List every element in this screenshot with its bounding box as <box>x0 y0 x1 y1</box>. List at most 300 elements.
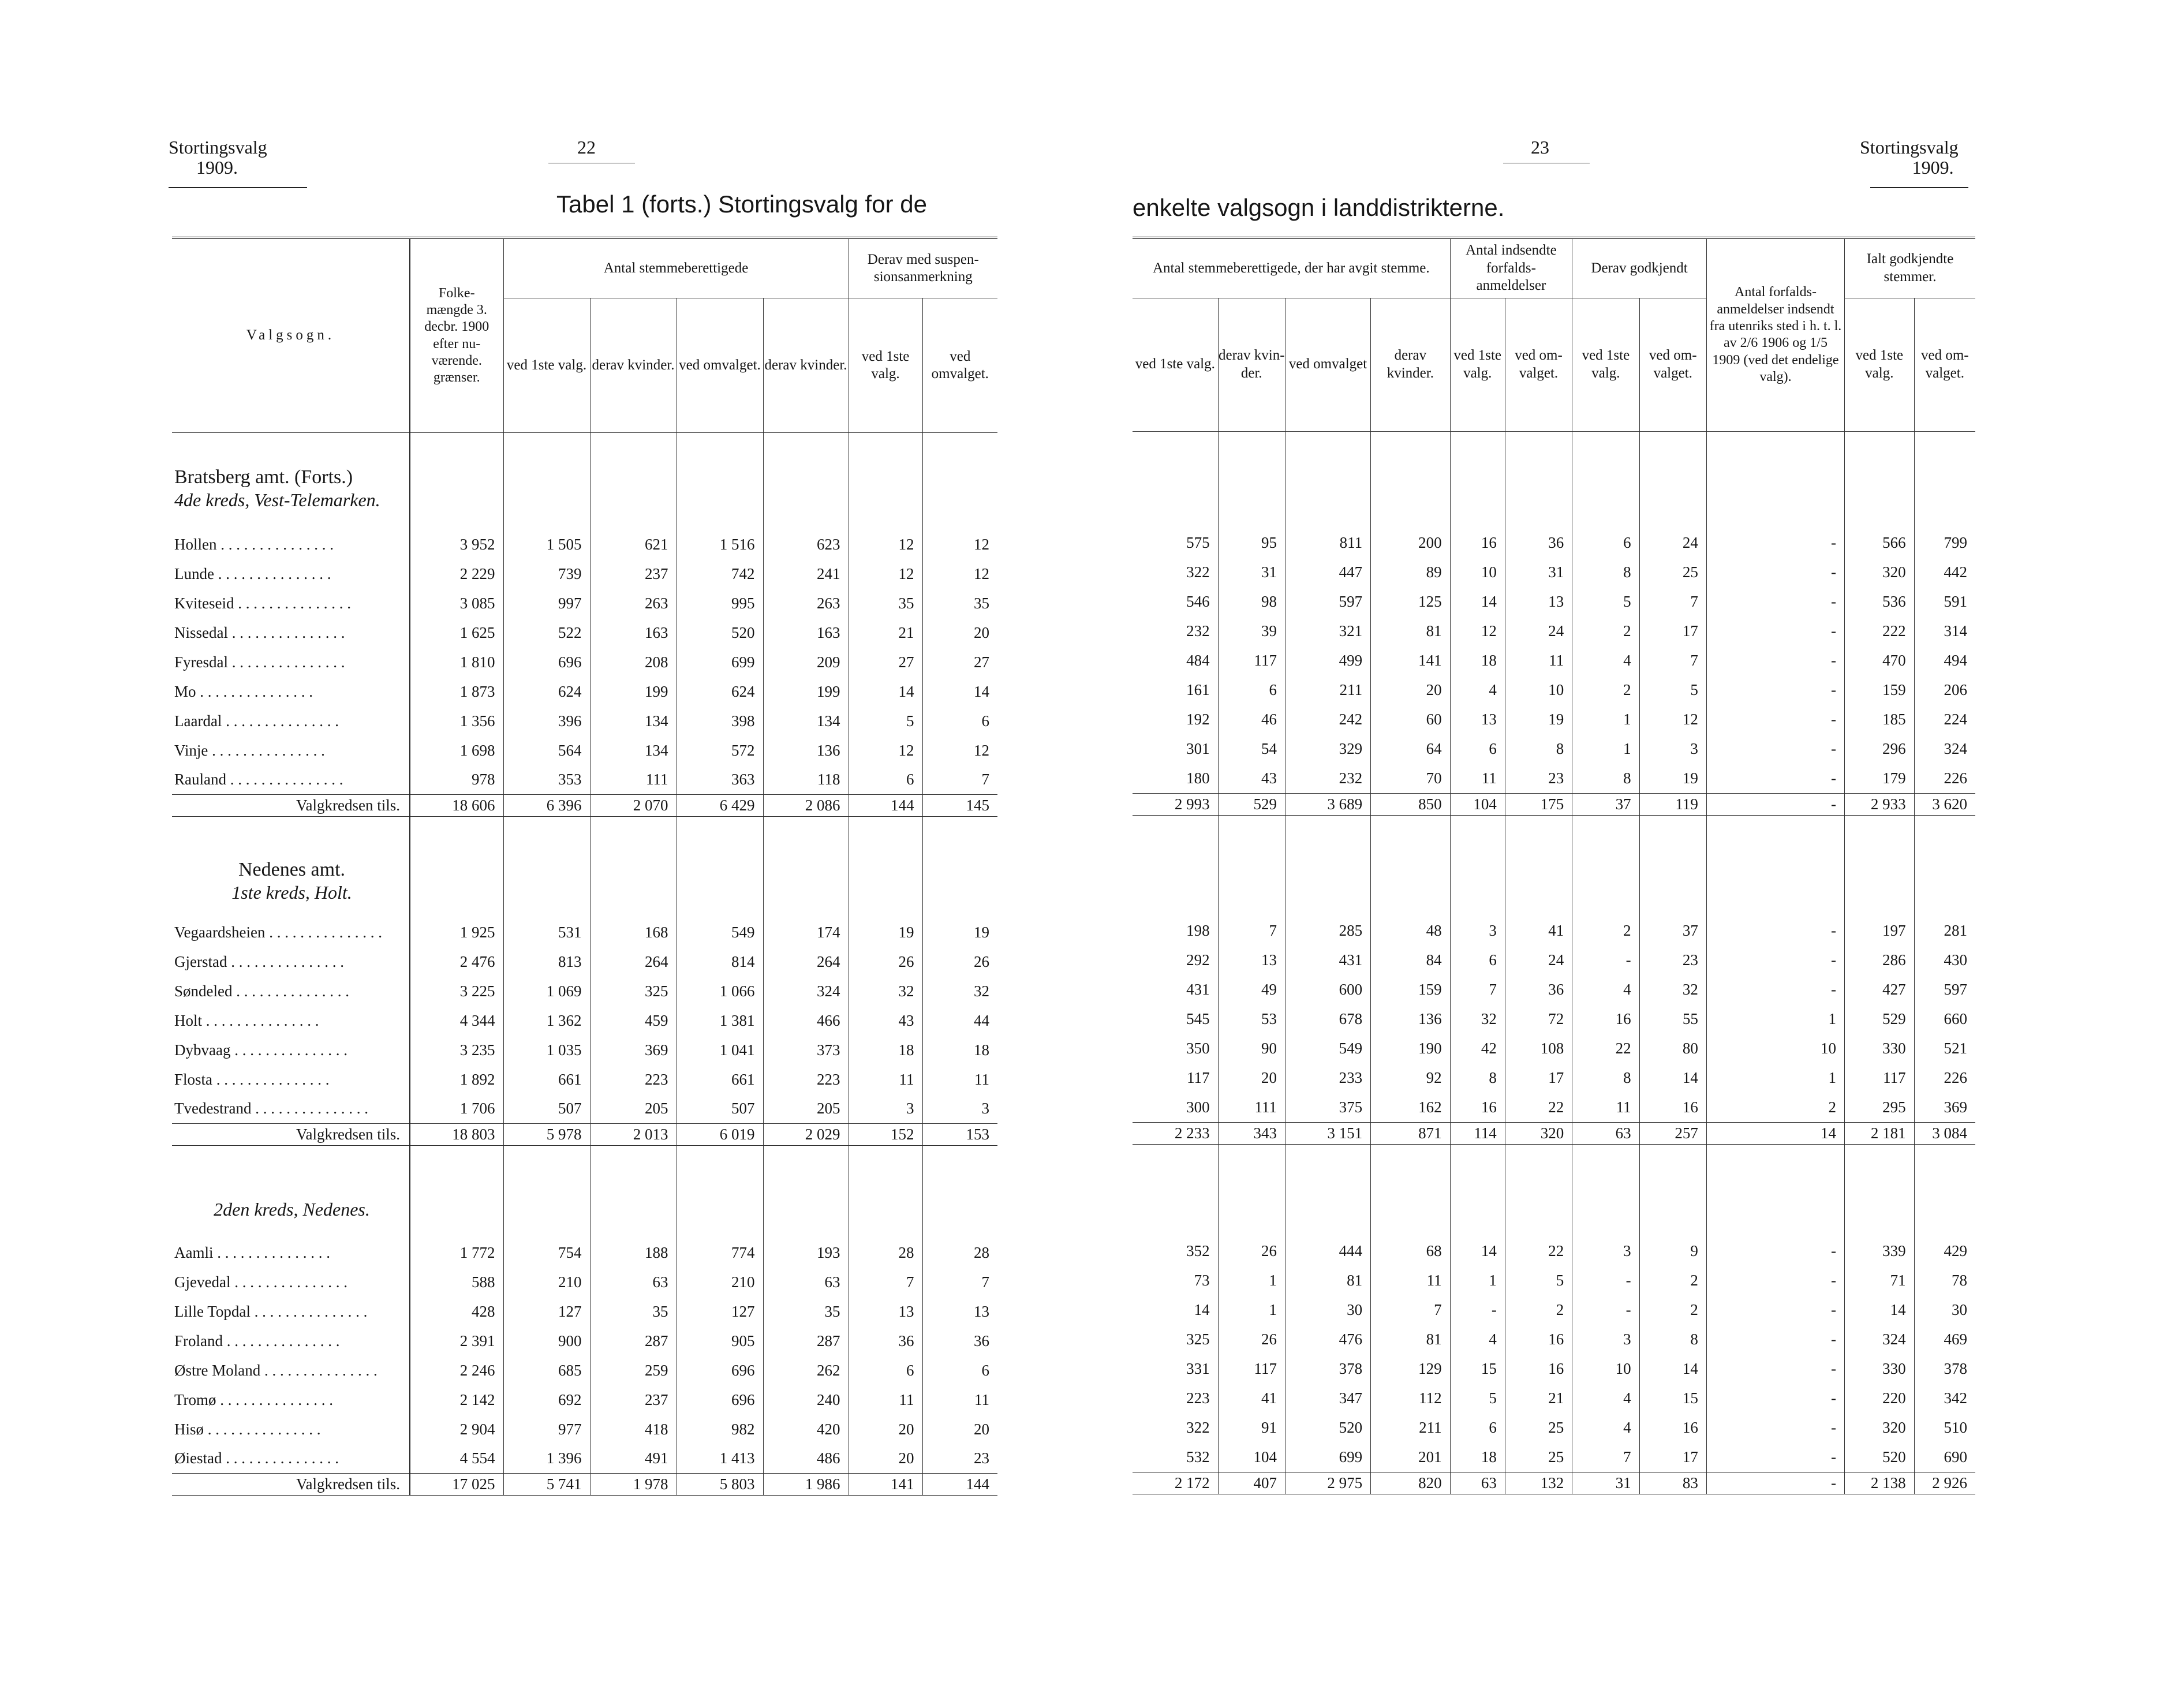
table-row <box>172 1297 997 1326</box>
data-cell: 286 <box>1845 945 1915 975</box>
valgsogn-header: Valgsogn. <box>246 327 335 343</box>
data-cell: 3 235 <box>410 1036 503 1065</box>
data-cell: 80 <box>1639 1034 1706 1063</box>
data-cell: 6 <box>849 1356 922 1385</box>
data-cell: 696 <box>677 1356 763 1385</box>
data-cell: 4 <box>1572 975 1639 1004</box>
table-row <box>172 1036 997 1065</box>
data-cell: 14 <box>1845 1295 1915 1325</box>
running-title: Stortingsvalg <box>1860 137 1959 158</box>
leader-dots: . . . . . . . . . . . . . . . <box>230 1041 347 1059</box>
data-cell: 20 <box>849 1444 922 1474</box>
data-cell: - <box>1572 1266 1639 1295</box>
data-cell: 995 <box>677 589 763 618</box>
total-cell: 175 <box>1505 793 1572 815</box>
data-cell: 14 <box>1194 1301 1210 1318</box>
data-cell: 134 <box>590 707 677 736</box>
data-cell: - <box>1706 587 1844 616</box>
data-cell: 678 <box>1285 1004 1370 1034</box>
data-cell: 442 <box>1914 558 1975 587</box>
data-cell: 8 <box>1450 1063 1505 1093</box>
data-cell: 18 <box>1450 1442 1505 1472</box>
data-cell: 73 <box>1194 1272 1210 1289</box>
col-header: ved 1ste valg. <box>861 348 910 382</box>
section-rows <box>172 530 997 795</box>
data-cell: 3 085 <box>410 589 503 618</box>
total-cell: 2 933 <box>1845 793 1915 815</box>
data-cell: 900 <box>503 1326 590 1356</box>
indsendte-header: Antal indsendte forfalds- anmeldelser <box>1466 242 1557 293</box>
page-number-right: 23 <box>1531 137 1549 158</box>
right-running-head <box>1860 137 1959 178</box>
data-cell: 977 <box>503 1415 590 1444</box>
data-cell: 7 <box>1639 646 1706 675</box>
valgsogn-name <box>172 648 410 677</box>
data-cell: 11 <box>922 1065 997 1094</box>
data-cell: 690 <box>1914 1442 1975 1472</box>
valgsogn-label: Froland <box>174 1332 223 1350</box>
data-cell: 353 <box>503 765 590 795</box>
data-cell: 264 <box>590 947 677 977</box>
data-cell: 1 698 <box>410 736 503 765</box>
data-cell: 262 <box>763 1356 849 1385</box>
data-cell: 11 <box>849 1385 922 1415</box>
data-cell: 232 <box>1285 764 1370 793</box>
data-cell: 30 <box>1914 1295 1975 1325</box>
data-cell: 205 <box>763 1094 849 1124</box>
data-cell: 237 <box>590 1385 677 1415</box>
data-cell: 320 <box>1845 558 1915 587</box>
data-cell: 16 <box>1505 1354 1572 1384</box>
data-cell: 1 892 <box>410 1065 503 1094</box>
data-cell: 623 <box>763 530 849 559</box>
data-cell: 329 <box>1285 734 1370 764</box>
data-cell: 16 <box>1639 1413 1706 1442</box>
valgsogn-name <box>172 1238 410 1268</box>
col-header: ved 1ste valg. <box>1135 356 1215 372</box>
total-cell: 17 025 <box>410 1474 503 1496</box>
data-cell: 1 066 <box>677 977 763 1006</box>
data-cell: 10 <box>1706 1034 1844 1063</box>
data-cell: 210 <box>503 1268 590 1297</box>
data-cell: 24 <box>1639 528 1706 558</box>
data-cell: 26 <box>1218 1236 1285 1266</box>
data-cell: 3 <box>922 1094 997 1124</box>
section-rows <box>1133 1236 1975 1472</box>
data-cell: 241 <box>763 559 849 589</box>
valgsogn-name <box>172 736 410 765</box>
valgsogn-name <box>172 1444 410 1474</box>
valgsogn-label: Kviteseid <box>174 594 234 612</box>
data-cell: - <box>1706 764 1844 793</box>
total-cell: 5 741 <box>503 1474 590 1496</box>
data-cell: 136 <box>763 736 849 765</box>
data-cell: 141 <box>1371 646 1451 675</box>
data-cell: - <box>1706 1413 1844 1442</box>
data-cell: 12 <box>1639 705 1706 734</box>
data-cell: 296 <box>1845 734 1915 764</box>
data-cell: 12 <box>849 530 922 559</box>
data-cell: 37 <box>1639 916 1706 945</box>
data-cell: 3 <box>1450 916 1505 945</box>
data-cell: 35 <box>922 589 997 618</box>
data-cell: 19 <box>1505 705 1572 734</box>
data-cell: 127 <box>677 1297 763 1326</box>
running-title: Stortingsvalg <box>169 137 267 158</box>
data-cell: 84 <box>1371 945 1451 975</box>
data-cell: - <box>1706 528 1844 558</box>
data-cell: - <box>1706 705 1844 734</box>
data-cell: 35 <box>763 1297 849 1326</box>
total-cell: 114 <box>1450 1122 1505 1144</box>
data-cell: 447 <box>1285 558 1370 587</box>
data-cell: 1 925 <box>410 918 503 947</box>
year-underline <box>1870 187 1968 188</box>
table-row <box>1133 734 1975 764</box>
data-cell: 1 <box>1572 705 1639 734</box>
data-cell: 237 <box>590 559 677 589</box>
data-cell: 7 <box>922 1268 997 1297</box>
data-cell: 330 <box>1845 1034 1915 1063</box>
data-cell: 220 <box>1845 1384 1915 1413</box>
total-cell: 5 803 <box>677 1474 763 1496</box>
total-cell: 18 606 <box>410 795 503 817</box>
total-cell: 320 <box>1505 1122 1572 1144</box>
valgsogn-label: Hisø <box>174 1420 204 1438</box>
data-cell: 134 <box>590 736 677 765</box>
data-cell: 20 <box>922 1415 997 1444</box>
table-row <box>172 1238 997 1268</box>
valgsogn-name <box>172 1297 410 1326</box>
table-row <box>1133 975 1975 1004</box>
data-cell: 17 <box>1639 1442 1706 1472</box>
leader-dots: . . . . . . . . . . . . . . . <box>222 1449 339 1467</box>
data-cell: 325 <box>1186 1330 1210 1348</box>
data-cell: 13 <box>849 1297 922 1326</box>
data-cell: 6 <box>1450 1413 1505 1442</box>
data-cell: 211 <box>1285 675 1370 705</box>
data-cell: 321 <box>1285 616 1370 646</box>
data-cell: 13 <box>1218 945 1285 975</box>
total-cell: 141 <box>849 1474 922 1496</box>
total-cell: 104 <box>1450 793 1505 815</box>
data-cell: 43 <box>849 1006 922 1036</box>
total-cell: 871 <box>1371 1122 1451 1144</box>
data-cell: 226 <box>1914 764 1975 793</box>
valgsogn-label: Hollen <box>174 535 217 553</box>
data-cell: 20 <box>1371 675 1451 705</box>
data-cell: 699 <box>677 648 763 677</box>
table-row <box>1133 1034 1975 1063</box>
col-header: derav kvin- der. <box>1219 347 1285 381</box>
data-cell: 30 <box>1285 1295 1370 1325</box>
data-cell: 92 <box>1371 1063 1451 1093</box>
valgsogn-label: Vinje <box>174 741 208 759</box>
data-cell: 209 <box>763 648 849 677</box>
table-row <box>1133 616 1975 646</box>
data-cell: 111 <box>1218 1093 1285 1122</box>
leader-dots: . . . . . . . . . . . . . . . <box>230 1273 347 1291</box>
valgsogn-name <box>172 677 410 707</box>
data-cell: 322 <box>1186 563 1210 581</box>
data-cell: 11 <box>1450 764 1505 793</box>
table-row <box>172 559 997 589</box>
data-cell: - <box>1572 945 1639 975</box>
table-row <box>172 1326 997 1356</box>
data-cell: 39 <box>1218 616 1285 646</box>
data-cell: 281 <box>1914 916 1975 945</box>
data-cell: 546 <box>1186 593 1210 610</box>
data-cell: 692 <box>503 1385 590 1415</box>
data-cell: 1 706 <box>410 1094 503 1124</box>
table-row <box>1133 1354 1975 1384</box>
leader-dots: . . . . . . . . . . . . . . . <box>227 653 345 671</box>
total-cell: 2 926 <box>1914 1472 1975 1494</box>
data-cell: 591 <box>1914 587 1975 616</box>
valgsogn-label: Aamli <box>174 1243 214 1261</box>
leader-dots: . . . . . . . . . . . . . . . <box>222 712 339 730</box>
data-cell: 25 <box>1505 1442 1572 1472</box>
data-cell: 19 <box>1639 764 1706 793</box>
data-cell: 476 <box>1285 1325 1370 1354</box>
total-cell: 152 <box>849 1124 922 1146</box>
data-cell: 198 <box>1186 922 1210 939</box>
data-cell: 997 <box>503 589 590 618</box>
data-cell: 36 <box>1505 975 1572 1004</box>
data-cell: 117 <box>1218 646 1285 675</box>
data-cell: 330 <box>1845 1354 1915 1384</box>
valgsogn-label: Tromø <box>174 1391 216 1408</box>
valgsogn-label: Flosta <box>174 1070 213 1088</box>
data-cell: 10 <box>1572 1354 1639 1384</box>
table-row <box>172 1356 997 1385</box>
total-cell: - <box>1706 793 1844 815</box>
data-cell: 4 <box>1572 1413 1639 1442</box>
data-cell: 7 <box>1218 916 1285 945</box>
data-cell: 27 <box>849 648 922 677</box>
total-cell: 18 803 <box>410 1124 503 1146</box>
table-row <box>1133 705 1975 734</box>
data-cell: 287 <box>763 1326 849 1356</box>
data-cell: 210 <box>677 1268 763 1297</box>
data-cell: 14 <box>1639 1354 1706 1384</box>
data-cell: 373 <box>763 1036 849 1065</box>
leader-dots: . . . . . . . . . . . . . . . <box>202 1011 319 1029</box>
data-cell: 624 <box>677 677 763 707</box>
data-cell: 18 <box>922 1036 997 1065</box>
data-cell: 206 <box>1914 675 1975 705</box>
table-row <box>172 918 997 947</box>
table-row <box>1133 528 1975 558</box>
total-cell: 2 138 <box>1845 1472 1915 1494</box>
data-cell: 3 225 <box>410 977 503 1006</box>
data-cell: 23 <box>1505 764 1572 793</box>
data-cell: 300 <box>1186 1098 1210 1116</box>
ialt-godkjendte-header: Ialt godkjendte stemmer. <box>1866 251 1954 285</box>
data-cell: 2 <box>1572 616 1639 646</box>
data-cell: 754 <box>503 1238 590 1268</box>
valgsogn-label: Mo <box>174 682 196 700</box>
data-cell: 1 381 <box>677 1006 763 1036</box>
data-cell: 11 <box>1505 646 1572 675</box>
data-cell: - <box>1706 1442 1844 1472</box>
data-cell: 35 <box>590 1297 677 1326</box>
section-rows <box>172 1238 997 1474</box>
data-cell: 597 <box>1914 975 1975 1004</box>
data-cell: 1 356 <box>410 707 503 736</box>
data-cell: 295 <box>1845 1093 1915 1122</box>
data-cell: 324 <box>1914 734 1975 764</box>
valgsogn-label: Rauland <box>174 771 226 788</box>
table-row <box>1133 945 1975 975</box>
data-cell: 287 <box>590 1326 677 1356</box>
valgsogn-label: Tvedestrand <box>174 1100 252 1118</box>
data-cell: 1 <box>1218 1295 1285 1325</box>
table-row <box>172 1006 997 1036</box>
data-cell: 95 <box>1218 528 1285 558</box>
data-cell: 19 <box>849 918 922 947</box>
antal-stemmeberettigede-header: Antal stemmeberettigede <box>603 260 749 276</box>
leader-dots: . . . . . . . . . . . . . . . <box>251 1100 368 1118</box>
total-label: Valgkredsen tils. <box>172 1124 410 1146</box>
valgsogn-name <box>172 1385 410 1415</box>
data-cell: 3 <box>1572 1325 1639 1354</box>
total-cell: 407 <box>1218 1472 1285 1494</box>
data-cell: 444 <box>1285 1236 1370 1266</box>
data-cell: 11 <box>1371 1266 1451 1295</box>
total-cell: 37 <box>1572 793 1639 815</box>
total-cell: 63 <box>1572 1122 1639 1144</box>
table-row <box>1133 1384 1975 1413</box>
data-cell: 352 <box>1186 1242 1210 1259</box>
data-cell: 285 <box>1285 916 1370 945</box>
table-row <box>1133 764 1975 793</box>
data-cell: 20 <box>849 1415 922 1444</box>
data-cell: 430 <box>1914 945 1975 975</box>
data-cell: 201 <box>1371 1442 1451 1472</box>
valgsogn-name <box>172 765 410 795</box>
data-cell: 575 <box>1186 534 1210 551</box>
data-cell: 2 <box>1572 675 1639 705</box>
section-rows <box>172 918 997 1124</box>
data-cell: 2 391 <box>410 1326 503 1356</box>
table-title-right: enkelte valgsogn i landdistrikterne. <box>1133 194 1505 221</box>
valgsogn-label: Fyresdal <box>174 653 228 671</box>
data-cell: 223 <box>1186 1389 1210 1407</box>
data-cell: 20 <box>922 618 997 648</box>
data-cell: 431 <box>1186 981 1210 998</box>
data-cell: 91 <box>1218 1413 1285 1442</box>
valgsogn-label: Vegaardsheien <box>174 923 266 941</box>
data-cell: 23 <box>922 1444 997 1474</box>
data-cell: 499 <box>1285 646 1370 675</box>
data-cell: 63 <box>590 1268 677 1297</box>
data-cell: 14 <box>1450 587 1505 616</box>
data-cell: 6 <box>1572 528 1639 558</box>
col-header: derav kvinder. <box>764 357 847 373</box>
data-cell: 16 <box>1639 1093 1706 1122</box>
data-cell: 31 <box>1505 558 1572 587</box>
data-cell: 16 <box>1572 1004 1639 1034</box>
data-cell: 64 <box>1371 734 1451 764</box>
data-cell: 89 <box>1371 558 1451 587</box>
leader-dots: . . . . . . . . . . . . . . . <box>208 741 325 759</box>
leader-dots: . . . . . . . . . . . . . . . <box>227 623 345 641</box>
table-row <box>1133 646 1975 675</box>
table-row <box>172 618 997 648</box>
data-cell: 5 <box>1572 587 1639 616</box>
valgsogn-name <box>172 559 410 589</box>
data-cell: 117 <box>1845 1063 1915 1093</box>
data-cell: 320 <box>1845 1413 1915 1442</box>
data-cell: 168 <box>590 918 677 947</box>
table-row <box>172 947 997 977</box>
table-title-left: Tabel 1 (forts.) Stortingsvalg for de <box>556 190 927 218</box>
table-row <box>1133 1063 1975 1093</box>
data-cell: 469 <box>1914 1325 1975 1354</box>
data-cell: 4 <box>1572 1384 1639 1413</box>
data-cell: 6 <box>922 707 997 736</box>
data-cell: 7 <box>1371 1295 1451 1325</box>
data-cell: 190 <box>1371 1034 1451 1063</box>
data-cell: 27 <box>922 648 997 677</box>
valgsogn-label: Gjerstad <box>174 952 227 970</box>
data-cell: 325 <box>590 977 677 1006</box>
table-row <box>172 1094 997 1124</box>
folkemengde-header: Folke- mængde 3. decbr. 1900 efter nu- værende. grænser. <box>424 285 489 386</box>
data-cell: 292 <box>1186 951 1210 969</box>
data-cell: 2 <box>1505 1295 1572 1325</box>
data-cell: 4 <box>1450 675 1505 705</box>
data-cell: 427 <box>1845 975 1915 1004</box>
leader-dots: . . . . . . . . . . . . . . . <box>232 982 349 1000</box>
data-cell: 696 <box>677 1385 763 1415</box>
table-row <box>1133 675 1975 705</box>
data-cell: 163 <box>763 618 849 648</box>
data-cell: 223 <box>763 1065 849 1094</box>
data-cell: 5 <box>849 707 922 736</box>
data-cell: 1 <box>1218 1266 1285 1295</box>
data-cell: 22 <box>1505 1236 1572 1266</box>
data-cell: 54 <box>1218 734 1285 764</box>
data-cell: 1 <box>1450 1266 1505 1295</box>
data-cell: 520 <box>677 618 763 648</box>
data-cell: 49 <box>1218 975 1285 1004</box>
data-cell: 17 <box>1639 616 1706 646</box>
data-cell: 41 <box>1218 1384 1285 1413</box>
total-cell: 2 181 <box>1845 1122 1915 1144</box>
leader-dots: . . . . . . . . . . . . . . . <box>250 1302 368 1320</box>
data-cell: 347 <box>1285 1384 1370 1413</box>
data-cell: 42 <box>1450 1034 1505 1063</box>
data-cell: 3 952 <box>410 530 503 559</box>
data-cell: 180 <box>1186 769 1210 787</box>
leader-dots: . . . . . . . . . . . . . . . <box>204 1420 321 1438</box>
data-cell: 363 <box>677 765 763 795</box>
data-cell: 7 <box>1572 1442 1639 1472</box>
col-header: ved 1ste valg. <box>1855 347 1904 381</box>
data-cell: 322 <box>1186 1419 1210 1436</box>
data-cell: 331 <box>1186 1360 1210 1377</box>
utenriks-header: Antal forfalds- anmeldelser indsendt fra utenriks sted i h. t. l. av 2/6 1906 og 1/5 1909 (ved det endelige valg). <box>1709 285 1842 384</box>
data-cell: 799 <box>1914 528 1975 558</box>
leader-dots: . . . . . . . . . . . . . . . <box>213 1243 330 1261</box>
stats-table-left <box>172 237 997 1496</box>
data-cell: 18 <box>849 1036 922 1065</box>
data-cell: 14 <box>1450 1236 1505 1266</box>
data-cell: 12 <box>849 736 922 765</box>
total-cell: 820 <box>1371 1472 1451 1494</box>
